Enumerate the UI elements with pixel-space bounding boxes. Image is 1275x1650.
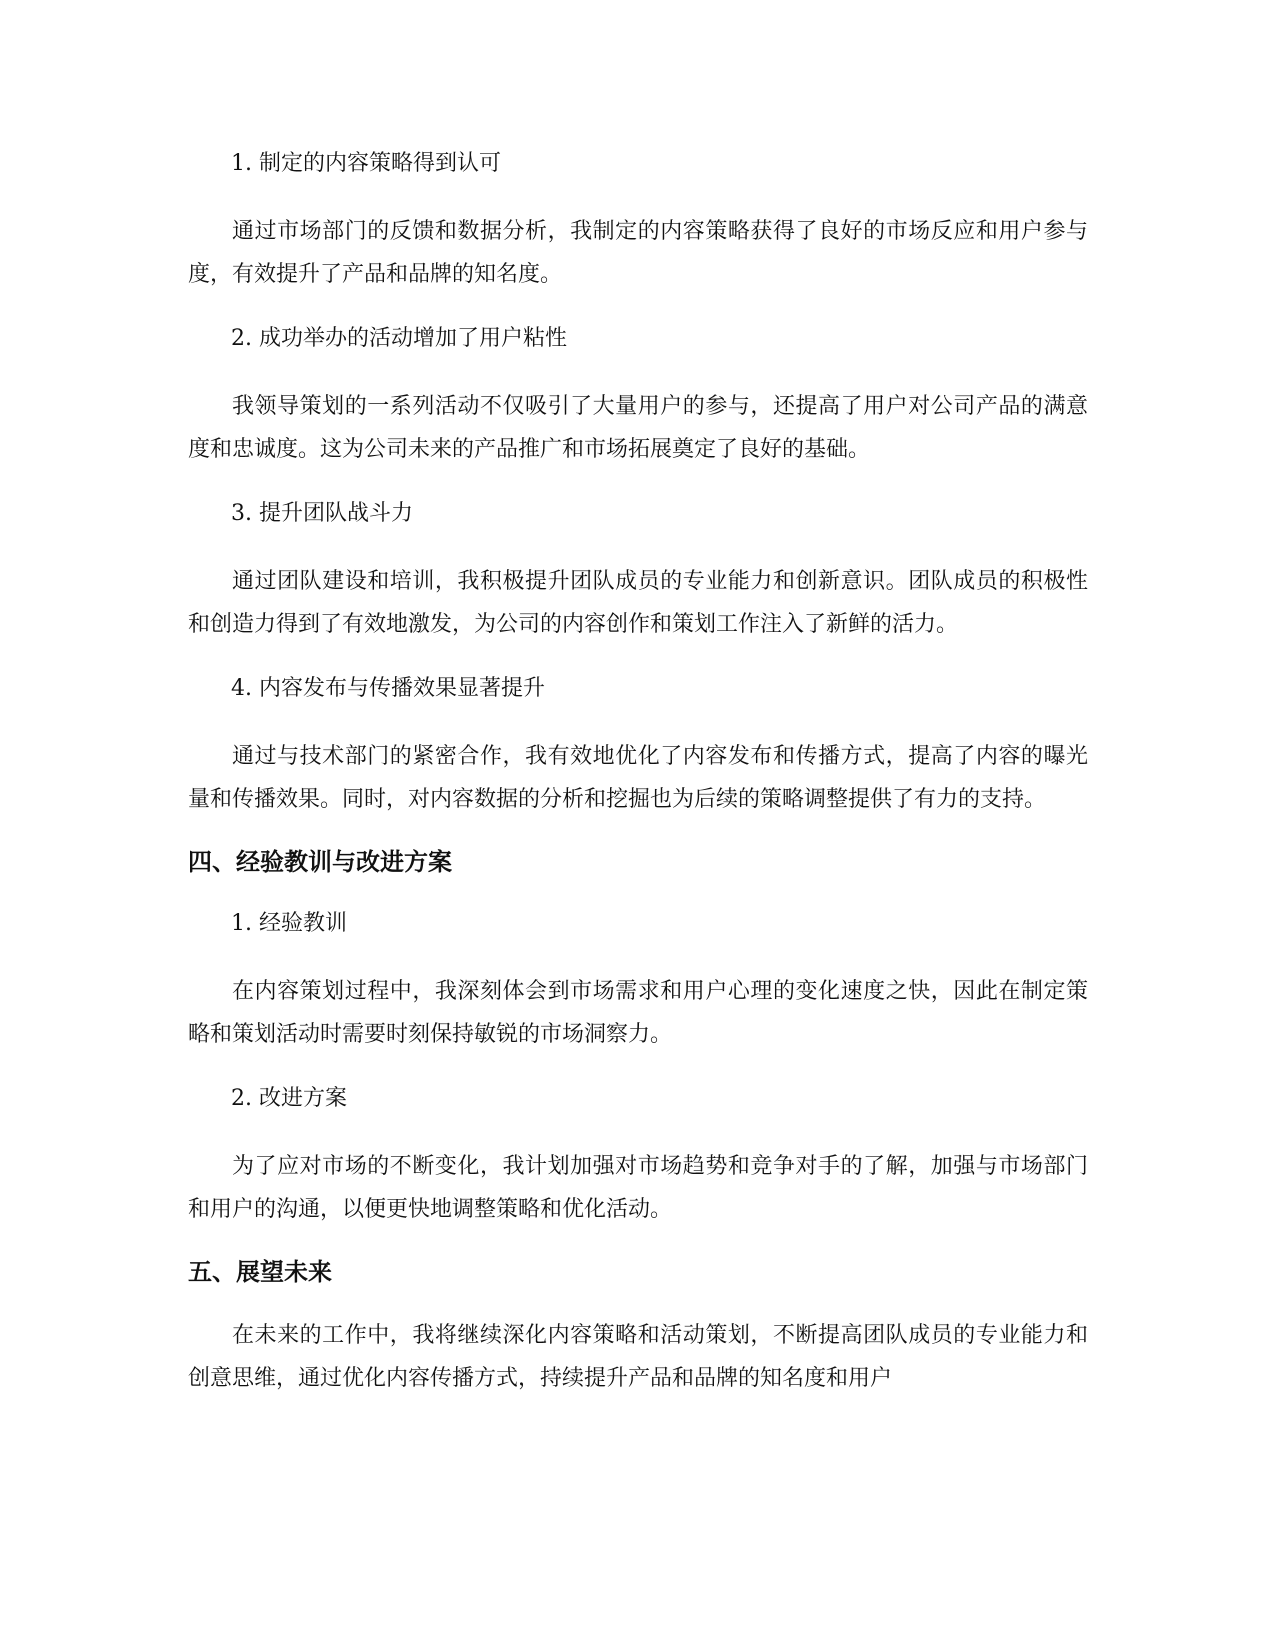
body-paragraph: 通过与技术部门的紧密合作，我有效地优化了内容发布和传播方式，提高了内容的曝光量和传播效果。同时，对内容数据的分析和挖掘也为后续的策略调整提供了有力的支持。 bbox=[188, 744, 1088, 812]
numbered-item-heading: 1. 经验教训 bbox=[231, 911, 347, 936]
document-body bbox=[188, 144, 1088, 1423]
body-paragraph: 为了应对市场的不断变化，我计划加强对市场趋势和竞争对手的了解，加强与市场部门和用户的沟通，以便更快地调整策略和优化活动。 bbox=[188, 1154, 1088, 1222]
body-paragraph: 通过市场部门的反馈和数据分析，我制定的内容策略获得了良好的市场反应和用户参与度，有效提升了产品和品牌的知名度。 bbox=[188, 219, 1088, 287]
numbered-item-heading: 2. 成功举办的活动增加了用户粘性 bbox=[231, 326, 567, 351]
numbered-item-heading: 3. 提升团队战斗力 bbox=[231, 501, 413, 526]
body-paragraph: 在内容策划过程中，我深刻体会到市场需求和用户心理的变化速度之快，因此在制定策略和策划活动时需要时刻保持敏锐的市场洞察力。 bbox=[188, 979, 1088, 1047]
body-paragraph: 我领导策划的一系列活动不仅吸引了大量用户的参与，还提高了用户对公司产品的满意度和忠诚度。这为公司未来的产品推广和市场拓展奠定了良好的基础。 bbox=[188, 394, 1088, 462]
numbered-item-heading: 1. 制定的内容策略得到认可 bbox=[231, 151, 501, 176]
body-paragraph: 通过团队建设和培训，我积极提升团队成员的专业能力和创新意识。团队成员的积极性和创造力得到了有效地激发，为公司的内容创作和策划工作注入了新鲜的活力。 bbox=[188, 569, 1088, 637]
numbered-item-heading: 4. 内容发布与传播效果显著提升 bbox=[231, 676, 545, 701]
numbered-item-heading: 2. 改进方案 bbox=[231, 1086, 347, 1111]
body-paragraph: 在未来的工作中，我将继续深化内容策略和活动策划，不断提高团队成员的专业能力和创意思维，通过优化内容传播方式，持续提升产品和品牌的知名度和用户 bbox=[188, 1323, 1088, 1391]
section-heading: 五、展望未来 bbox=[188, 1258, 332, 1286]
section-heading: 四、经验教训与改进方案 bbox=[188, 848, 452, 876]
